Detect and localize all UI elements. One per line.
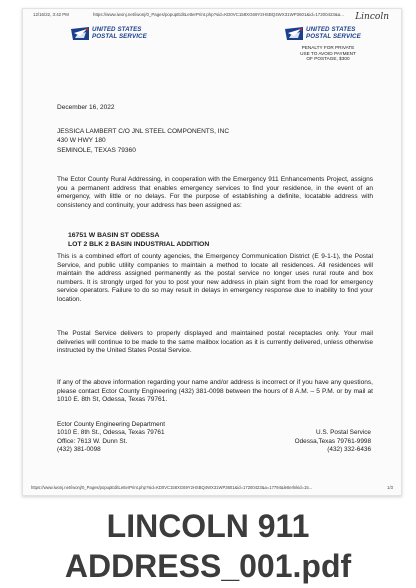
usps-eagle-icon [71,27,89,40]
usps-logo-left [71,27,147,40]
letter-page [22,8,402,496]
sig-right-spacer [251,421,371,429]
assigned-address-line1: 16751 W BASIN ST ODESSA [68,232,160,239]
file-title [0,506,416,586]
penalty-line-2: USE TO AVOID PAYMENT [300,50,356,56]
sig-left-line1: Ector County Engineering Department [57,421,165,428]
penalty-line-3: OF POSTAGE, $300 [306,56,350,61]
print-date: 12/16/22, 3:42 PM [33,12,69,17]
recipient-street: 430 W HWY 180 [57,137,106,145]
print-footer [31,485,393,490]
signature-usps [251,421,371,455]
signature-ector-county [57,421,165,455]
letter-date: December 16, 2022 [57,104,115,111]
paragraph-postal-delivery: The Postal Service delivers to properly displayed and maintained postal receptacles only. Your mail deliveries will continue to be made to the same mailbox location as it is currently delivered, unless otherwise instructed by the United States Postal Service. [57,330,373,354]
recipient-city: SEMINOLE, TEXAS 79360 [57,146,136,154]
sig-right-line2: Odessa,Texas 79761-9998 [294,437,371,445]
recipient-name: JESSICA LAMBERT C/O JNL STEEL COMPONENTS, INC [57,128,230,135]
paragraph-combined-effort: This is a combined effort of county agencies, the Emergency Communication District (E 9-1-1), the Postal Service, and public utility companies to maintain a method to locate all residences. All residences will maintain the address assigned permanently as the postal service no longer uses rural route and box numbers. It is strongly urged for you to post your new address in plain sight from the road for emergency service operators. Failure to do so may result in delays in emergency response due to inability to find your location. [57,253,373,303]
assigned-address-line2: LOT 2 BLK 2 BASIN INDUSTRIAL ADDITION [68,241,210,248]
file-title-line2: ADDRESS_001.pdf [64,548,352,584]
file-title-line1: LINCOLN 911 [106,508,310,544]
print-url: https://www.iwonj.net/iwonj/0_Pages/popupEditLetterPrint.php?sid=KD0VC158XG69Y2HSBQ4WX31WP3601&id=17200423&a... [93,12,344,17]
penalty-notice [288,45,368,62]
usps-logo-line2: POSTAL SERVICE [92,32,147,40]
usps-logo-right [285,27,361,40]
assigned-address [68,231,384,249]
usps-logo-line1: UNITED STATES [306,26,356,34]
paragraph-contact: If any of the above information regarding your name and/or address is incorrect or if you have any questions, please contact Ector County Engineering (432) 381-0098 between the hours of 8 A.M. – 5 P.M. or by mail at 1010 E. 8th St, Odessa, Texas 79761. [57,379,373,403]
paragraph-intro: The Ector County Rural Addressing, in cooperation with the Emergency 911 Enhancements Project, assigns you a permanent address that enables emergency services to find your residence, in the event of an emergency, with little or no delays. For the purpose of establishing a definite, locatable address with consistency and continuity, your address has been assigned as: [57,176,373,209]
handwritten-note: Lincoln [355,12,389,22]
sig-right-line3: (432) 332-6436 [327,446,371,454]
sig-left-line3: Office: 7613 W. Dunn St. [57,437,128,445]
usps-eagle-icon [285,27,303,40]
recipient-address [57,127,373,155]
usps-logo-line2: POSTAL SERVICE [306,32,361,40]
sig-left-line4: (432) 381-0098 [57,446,101,454]
footer-url: https://www.iwonj.net/iwonj/0_Pages/popupEditLetterPrint.php?sid=KD0VC158XG69Y2HSBQ4WX31WP3601&id=17200423&a=17794&letterlnkid=15... [31,485,313,490]
footer-page-number: 1/3 [387,485,393,490]
usps-logo-line1: UNITED STATES [92,26,142,34]
sig-right-line1: U.S. Postal Service [315,429,371,437]
sig-left-line2: 1010 E. 8th St., Odessa, Texas 79761 [57,429,165,437]
penalty-line-1: PENALTY FOR PRIVATE [301,45,355,50]
